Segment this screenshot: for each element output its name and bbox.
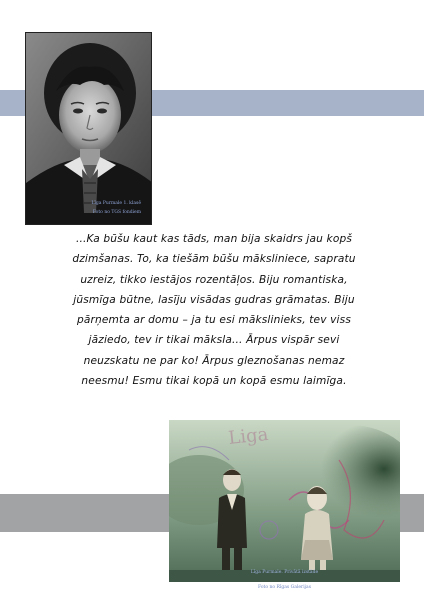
portrait-photo	[25, 32, 152, 225]
quote-line: pārņemta ar domu – ja tu esi mākslinieks, tev viss	[77, 314, 351, 327]
photo-caption-name: Līga Purmale 1. klasē	[91, 201, 141, 206]
collage-photo	[169, 420, 400, 582]
quote-line: jāziedo, tev ir tikai māksla... Ārpus vispār sevi	[88, 334, 340, 347]
quote-line: dzimšanas. To, ka tiešām būšu māksliniece, sapratu	[72, 253, 356, 266]
svg-text:Liga: Liga	[227, 423, 270, 449]
photo-caption-source: Foto no Rīgas Galerijas	[257, 585, 312, 590]
quote-line: neesmu! Esmu tikai kopā un kopā esmu laimīga.	[81, 375, 347, 388]
quote-line: jūsmīga būtne, lasīju visādas gudras grāmatas. Biju	[73, 293, 355, 306]
photo-caption-source: Foto no TGS fondiem	[92, 210, 141, 215]
quote-line: uzreiz, tikko iestājos rozentāļos. Biju romantiska,	[80, 273, 348, 286]
quote-line: ...Ka būšu kaut kas tāds, man bija skaidrs jau kopš	[75, 233, 353, 245]
photo-caption-name: Līga Purmale. Privātā izstāde	[250, 570, 319, 575]
quote-line: neuzskatu ne par ko! Ārpus gleznošanas nemaz	[83, 354, 345, 367]
quote-text	[18, 229, 410, 391]
